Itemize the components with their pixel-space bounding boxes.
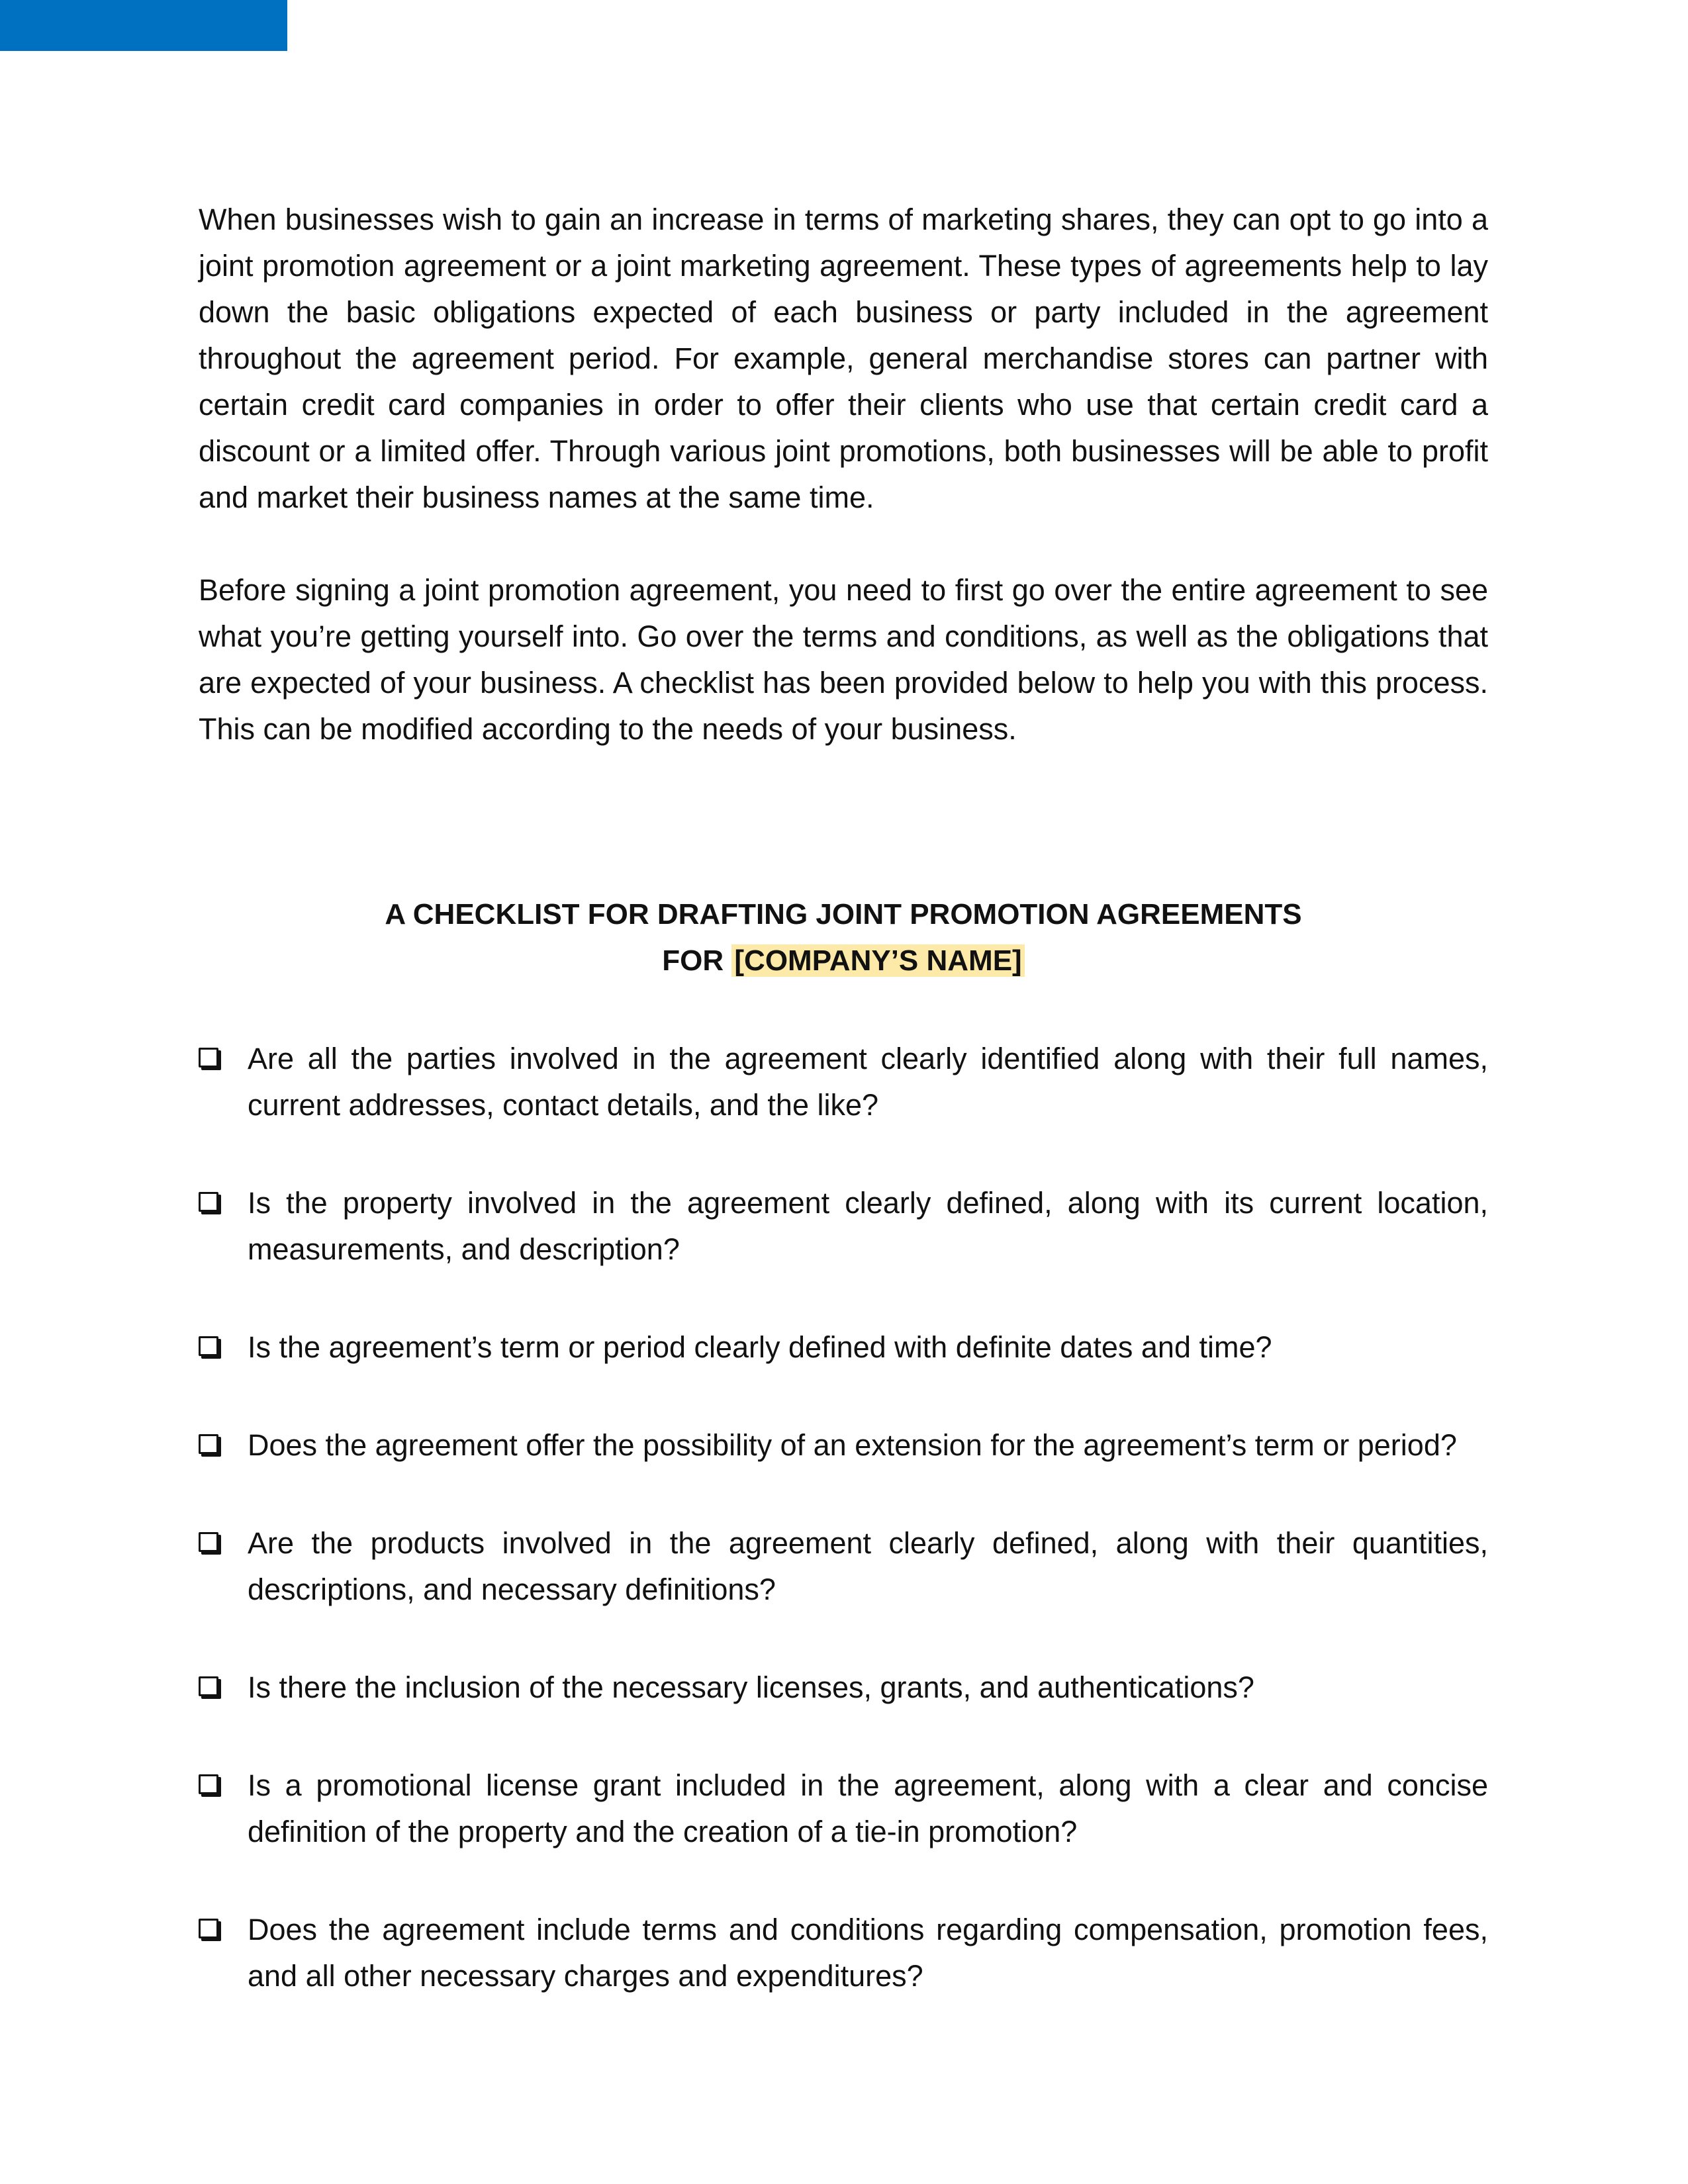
checklist-item-text: Is a promotional license grant included in the agreement, along with a clear and concise definition of the property and the creation of a tie-in promotion? [248, 1768, 1488, 1848]
checklist-item-text: Is the property involved in the agreement clearly defined, along with its current location, measurements, and description? [248, 1186, 1488, 1266]
checklist-item [199, 1422, 1488, 1469]
accent-bar [0, 0, 287, 51]
document-body [199, 197, 1488, 2051]
checklist-item-text: Is there the inclusion of the necessary licenses, grants, and authentications? [248, 1670, 1254, 1704]
heading-line-1: A CHECKLIST FOR DRAFTING JOINT PROMOTION AGREEMENTS [385, 898, 1302, 931]
checklist [199, 1036, 1488, 1999]
checkbox-icon[interactable] [199, 1532, 218, 1552]
checklist-item-text: Does the agreement include terms and conditions regarding compensation, promotion fees, and all other necessary charges and expenditures? [248, 1913, 1488, 1993]
intro-paragraph-2: Before signing a joint promotion agreement, you need to first go over the entire agreement to see what you’re getting yourself into. Go over the terms and conditions, as well as the obligations that are expected of your business. A checklist has been provided below to help you with this process. This can be modified according to the needs of your business. [199, 573, 1488, 746]
heading-line-2 [199, 938, 1488, 984]
checkbox-icon[interactable] [199, 1434, 218, 1454]
checklist-item [199, 1180, 1488, 1273]
checkbox-icon[interactable] [199, 1336, 218, 1356]
checkbox-icon[interactable] [199, 1919, 218, 1938]
checkbox-icon[interactable] [199, 1774, 218, 1794]
checklist-item-text: Is the agreement’s term or period clearly defined with definite dates and time? [248, 1330, 1272, 1364]
checklist-item [199, 1324, 1488, 1371]
heading-prefix: FOR [662, 944, 732, 977]
checklist-item-text: Are all the parties involved in the agreement clearly identified along with their full names, current addresses, contact details, and the like? [248, 1042, 1488, 1122]
checkbox-icon[interactable] [199, 1192, 218, 1212]
checklist-item [199, 1036, 1488, 1128]
checklist-item-text: Does the agreement offer the possibility of an extension for the agreement’s term or period? [248, 1428, 1457, 1462]
checklist-item-text: Are the products involved in the agreement clearly defined, along with their quantities, descriptions, and necessary definitions? [248, 1526, 1488, 1606]
checklist-item [199, 1664, 1488, 1711]
checklist-item [199, 1520, 1488, 1613]
checkbox-icon[interactable] [199, 1676, 218, 1696]
intro-paragraph-1: When businesses wish to gain an increase in terms of marketing shares, they can opt to go into a joint promotion agreement or a joint marketing agreement. These types of agreements help to lay down the basic obligations expected of each business or party included in the agreement throughout the agreement period. For example, general merchandise stores can partner with certain credit card companies in order to offer their clients who use that certain credit card a discount or a limited offer. Through various joint promotions, both businesses will be able to profit and market their business names at the same time. [199, 203, 1488, 514]
checklist-item [199, 1762, 1488, 1855]
company-name-placeholder: [COMPANY’S NAME] [731, 944, 1024, 977]
checkbox-icon[interactable] [199, 1048, 218, 1068]
checklist-heading [199, 891, 1488, 984]
checklist-item [199, 1907, 1488, 1999]
